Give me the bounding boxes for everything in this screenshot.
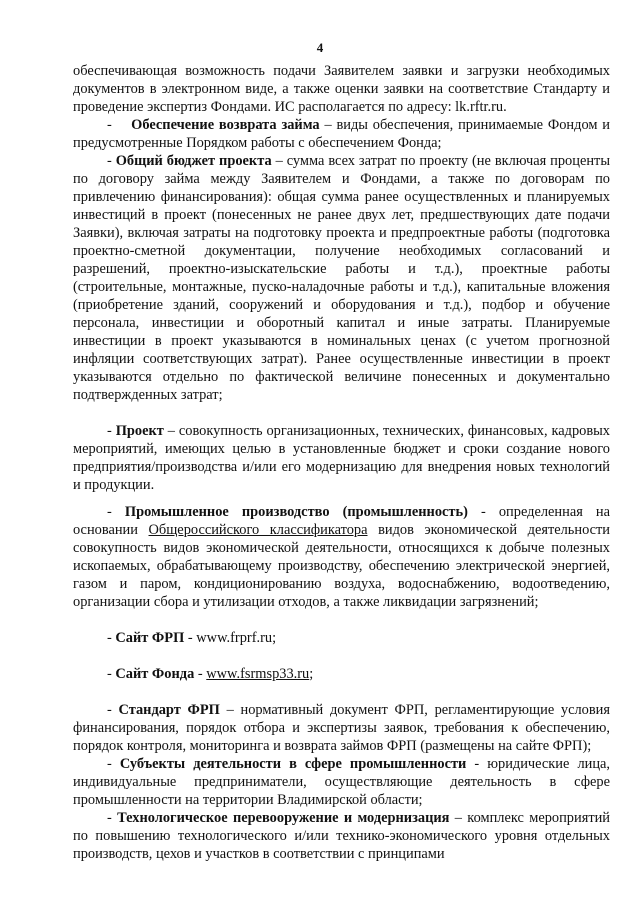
definition-prefix: - xyxy=(107,630,116,646)
definition-text: - юридические лица, индивидуальные предприниматели, осуществляющие деятельность в сфере промышленности на территории Владимирской области; xyxy=(73,756,611,808)
definition-prefix: - xyxy=(107,702,119,718)
definition-term: Технологическое перевооружение и модернизация xyxy=(117,810,450,826)
definition-text: – комплекс мероприятий по повышению технологического и/или технико-экономического уровня отдельных производств, цехов и участков в соответствии с принципами xyxy=(73,810,611,862)
definition-prefix: - xyxy=(107,666,116,682)
site-fund-link[interactable]: www.fsrmsp33.ru xyxy=(206,666,310,682)
definition-term: Стандарт ФРП xyxy=(118,702,220,718)
definition-text: – нормативный документ ФРП, регламентирующие условия финансирования, порядок отбора и экспертизы заявок, требования к обеспечению, порядок контроля, мониторинга и возврата займов ФРП (размещены на сайте ФРП); xyxy=(73,702,610,754)
definition-text: – виды обеспечения, принимаемые Фондом и предусмотренные Порядком работы с обеспечением Фонда; xyxy=(73,117,611,151)
definition-industrial-production xyxy=(73,503,610,611)
definition-term: Промышленное производство (промышленность) xyxy=(124,504,468,520)
classifier-link[interactable]: Общероссийского классификатора xyxy=(148,522,368,538)
definition-prefix: - xyxy=(107,810,118,826)
definition-project-budget xyxy=(73,152,610,404)
paragraph-intro xyxy=(73,62,610,116)
definition-term: Сайт ФРП xyxy=(115,630,185,646)
definition-tail: ; xyxy=(309,666,314,682)
definition-site-frp xyxy=(73,629,610,647)
definition-loan-security xyxy=(73,116,610,152)
definition-prefix: - xyxy=(107,153,116,169)
site-frp-url: www.frprf.ru; xyxy=(196,630,277,646)
definition-prefix: - xyxy=(107,504,125,520)
definition-industry-subjects xyxy=(73,755,610,809)
definition-term: Сайт Фонда xyxy=(115,666,195,682)
definition-text: - определенная на основании xyxy=(73,504,610,538)
definition-term: Проект xyxy=(115,423,164,439)
definition-separator: - xyxy=(194,666,207,682)
definition-term: Обеспечение возврата займа xyxy=(131,117,320,133)
definition-term: Общий бюджет проекта xyxy=(115,153,272,169)
definition-prefix: - xyxy=(107,423,116,439)
page-number: 4 xyxy=(316,40,324,55)
definition-prefix: - xyxy=(107,117,112,133)
definition-project xyxy=(73,422,610,494)
intro-text: обеспечивающая возможность подачи Заявителем заявки и загрузки необходимых документов в электронном виде, а также оценки заявки на соответствие Стандарту и проведение экспертиз Фондами. ИС располагается по адресу: lk.rftr.ru. xyxy=(73,63,610,115)
definition-separator: - xyxy=(184,630,197,646)
definition-term: Субъекты деятельности в сфере промышленности xyxy=(119,756,467,772)
definition-prefix: - xyxy=(107,756,120,772)
definition-site-fund xyxy=(73,665,610,683)
definition-text: – совокупность организационных, технических, финансовых, кадровых мероприятий, имеющих целью в установленные бюджет и сроки создание нового предприятия/производства и/или его модернизацию для внедрения новых технологий и продукции. xyxy=(73,423,610,493)
definition-text: – сумма всех затрат по проекту (не включая проценты по договору займа между Заявителем и Фондами, а также по договорам по привлечению финансирования): общая сумма ранее осуществленных и планируемых инвестиций в проект (понесенных не ранее двух лет, предшествующих дате подачи Заявки), включая затраты на подготовку проекта и предпроектные работы (подготовка проектно-сметной документации, получение необходимых согласований и разрешений, проектно-изыскательские работы и т.д.), проектные работы (строительные, монтажные, пуско-наладочные работы и т.д.), капитальные вложения (приобретение зданий, сооружений и оборудования и т.д.), подбор и обучение персонала, инвестиции и оборотный капитал и иные затраты. Планируемые инвестиции в проект указываются в номинальных ценах (с учетом прогнозной инфляции соответствующих затрат). Ранее осуществленные инвестиции в проект указываются отдельно по фактической величине понесенных и документально подтвержденных затрат; xyxy=(73,153,610,403)
definition-tech-modernization xyxy=(73,809,610,863)
document-body xyxy=(73,62,610,863)
definition-text-continued: видов экономической деятельности совокупность видов экономической деятельности, относящихся к добыче полезных ископаемых, обрабатывающему производству, обеспечению электрической энергией, газом и паром, кондиционированию воздуха, водоснабжению, водоотведению, организации сбора и утилизации отходов, а также ликвидации загрязнений; xyxy=(73,522,611,610)
definition-standard-frp xyxy=(73,701,610,755)
